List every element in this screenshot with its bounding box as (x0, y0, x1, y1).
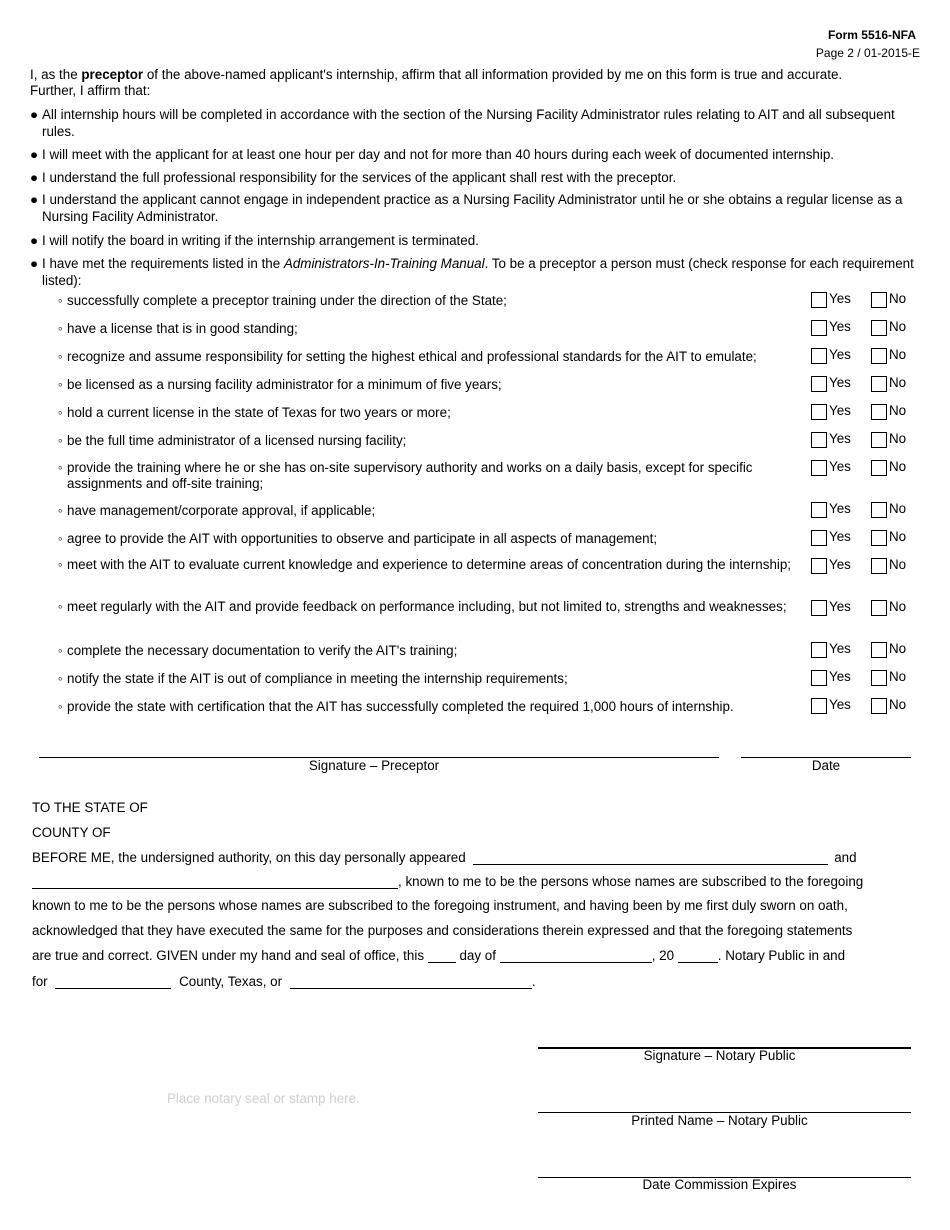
requirement-item (58, 377, 798, 393)
notary-county-texas-text: County, Texas, or (179, 974, 283, 989)
yes-checkbox[interactable] (811, 432, 827, 448)
yes-checkbox[interactable] (811, 600, 827, 616)
yes-checkbox[interactable] (811, 698, 827, 714)
requirement-text: complete the necessary documentation to verify the AIT's training; (67, 643, 458, 658)
requirement-no-option[interactable] (871, 404, 906, 420)
requirement-no-option[interactable] (871, 460, 906, 476)
sub-bullet-icon: ◦ (58, 699, 63, 714)
requirement-text: recognize and assume responsibility for setting the highest ethical and professional standards for the AIT to emulate; (67, 349, 757, 364)
requirement-item (58, 699, 798, 715)
yes-checkbox[interactable] (811, 376, 827, 392)
no-checkbox[interactable] (871, 670, 887, 686)
commission-expires-label: Date Commission Expires (642, 1177, 797, 1192)
requirement-text: have a license that is in good standing; (67, 321, 298, 336)
requirement-item (58, 460, 798, 492)
yes-label: Yes (829, 529, 851, 544)
intro-text-after: of the above-named applicant's internship, affirm that all information provided by me on this form is true and accurate. (143, 67, 843, 82)
sub-bullet-icon: ◦ (58, 531, 63, 546)
yes-label: Yes (829, 347, 851, 362)
no-label: No (889, 431, 907, 446)
sub-bullet-icon: ◦ (58, 321, 63, 336)
sub-bullet-icon: ◦ (58, 377, 63, 392)
affirmation-bullet (30, 147, 920, 164)
no-label: No (889, 459, 907, 474)
yes-label: Yes (829, 291, 851, 306)
no-label: No (889, 319, 907, 334)
requirement-no-option[interactable] (871, 670, 906, 686)
sub-bullet-icon: ◦ (58, 503, 63, 518)
requirement-yes-option[interactable] (811, 292, 851, 308)
notary-public-text: . Notary Public in and (717, 948, 846, 963)
requirement-yes-option[interactable] (811, 460, 851, 476)
requirement-no-option[interactable] (871, 432, 906, 448)
requirement-item (58, 433, 798, 449)
intro-text-before: I, as the (30, 67, 82, 82)
page-info: Page 2 / 01-2015-E (815, 46, 920, 60)
yes-label: Yes (829, 641, 851, 656)
notary-seal-placeholder: Place notary seal or stamp here. (167, 1091, 360, 1106)
no-checkbox[interactable] (871, 292, 887, 308)
requirement-text: meet regularly with the AIT and provide feedback on performance including, but not limited to, strengths and weaknesses; (67, 599, 787, 614)
requirement-no-option[interactable] (871, 348, 906, 364)
requirement-item (58, 503, 798, 519)
notary-county-label: COUNTY OF (32, 825, 111, 840)
notary-known-text: , known to me to be the persons whose names are subscribed to the foregoing (398, 874, 864, 889)
requirement-yes-option[interactable] (811, 348, 851, 364)
notary-appeared-text: BEFORE ME, the undersigned authority, on this day personally appeared (32, 850, 466, 865)
notary-line-2 (32, 874, 912, 889)
yes-label: Yes (829, 599, 851, 614)
notary-period: . (531, 974, 536, 989)
yes-label: Yes (829, 557, 851, 572)
form-number: Form 5516-NFA (827, 28, 916, 42)
requirement-item (58, 349, 798, 365)
appeared-name-field-2[interactable] (32, 874, 398, 889)
no-label: No (889, 641, 907, 656)
requirement-text: agree to provide the AIT with opportunities to observe and participate in all aspects of management; (67, 531, 658, 546)
notary-line-5 (32, 948, 912, 963)
notary-state-label: TO THE STATE OF (32, 800, 148, 815)
sub-bullet-icon: ◦ (58, 433, 63, 448)
notary-day-of-text: day of (459, 948, 496, 963)
requirement-yes-option[interactable] (811, 530, 851, 546)
requirement-no-option[interactable] (871, 558, 906, 574)
notary-signature-label: Signature – Notary Public (643, 1048, 796, 1063)
affirmation-bullet-requirements (30, 256, 920, 289)
requirement-item (58, 671, 798, 687)
affirmation-bullet (30, 192, 920, 225)
preceptor-date-label: Date (811, 758, 841, 773)
bullet-icon: ● (30, 256, 39, 271)
yes-checkbox[interactable] (811, 530, 827, 546)
notary-for-text: for (32, 974, 48, 989)
bullet-text: I will notify the board in writing if the internship arrangement is terminated. (42, 233, 479, 248)
sub-bullet-icon: ◦ (58, 349, 63, 364)
no-label: No (889, 501, 907, 516)
no-checkbox[interactable] (871, 432, 887, 448)
yes-label: Yes (829, 375, 851, 390)
affirmation-bullet (30, 170, 920, 187)
affirmation-bullet (30, 233, 920, 250)
no-label: No (889, 669, 907, 684)
requirement-item (58, 643, 798, 659)
sub-bullet-icon: ◦ (58, 599, 63, 614)
sub-bullet-icon: ◦ (58, 671, 63, 686)
requirement-yes-option[interactable] (811, 642, 851, 658)
yes-checkbox[interactable] (811, 460, 827, 476)
requirement-item (58, 557, 798, 573)
sub-bullet-icon: ◦ (58, 293, 63, 308)
notary-line-3: known to me to be the persons whose names are subscribed to the foregoing instrument, and having been by me first duly sworn on oath, (32, 898, 848, 913)
requirement-yes-option[interactable] (811, 670, 851, 686)
requirement-item (58, 293, 798, 309)
bullet-icon: ● (30, 233, 39, 248)
sub-bullet-icon: ◦ (58, 557, 63, 572)
yes-checkbox[interactable] (811, 670, 827, 686)
bullet-text: All internship hours will be completed in accordance with the section of the Nursing Facility Administrator rules relating to AIT and all subsequent rules. (42, 107, 895, 139)
no-label: No (889, 697, 907, 712)
bullet-text (42, 256, 920, 289)
requirement-text: have management/corporate approval, if applicable; (67, 503, 376, 518)
manual-title: Administrators-In-Training Manual (283, 256, 485, 271)
preceptor-signature-label: Signature – Preceptor (308, 758, 440, 773)
requirement-yes-option[interactable] (811, 558, 851, 574)
requirement-yes-option[interactable] (811, 376, 851, 392)
yes-label: Yes (829, 459, 851, 474)
yes-checkbox[interactable] (811, 558, 827, 574)
requirement-item (58, 599, 798, 615)
month-field[interactable] (500, 948, 652, 963)
affirmation-intro (30, 67, 920, 99)
notary-and-text: and (834, 850, 857, 865)
yes-label: Yes (829, 431, 851, 446)
requirement-yes-option[interactable] (811, 502, 851, 518)
appeared-name-field-1[interactable] (473, 850, 828, 865)
yes-checkbox[interactable] (811, 348, 827, 364)
no-label: No (889, 291, 907, 306)
manual-text-after: . To be a preceptor a person must (check response for each requirement listed): (42, 256, 914, 288)
no-checkbox[interactable] (871, 600, 887, 616)
sub-bullet-icon: ◦ (58, 460, 63, 475)
requirement-yes-option[interactable] (811, 432, 851, 448)
yes-checkbox[interactable] (811, 292, 827, 308)
no-checkbox[interactable] (871, 376, 887, 392)
requirement-text: hold a current license in the state of Texas for two years or more; (67, 405, 451, 420)
bullet-text: I understand the applicant cannot engage in independent practice as a Nursing Facility Administrator until he or she obtains a regular license as a Nursing Facility Administrator. (42, 192, 903, 224)
yes-checkbox[interactable] (811, 502, 827, 518)
bullet-text: I will meet with the applicant for at least one hour per day and not for more than 40 hours during each week of documented internship. (42, 147, 835, 162)
notary-printed-name-label: Printed Name – Notary Public (631, 1113, 808, 1128)
bullet-text: I understand the full professional responsibility for the services of the applicant shall rest with the preceptor. (42, 170, 677, 185)
requirement-no-option[interactable] (871, 642, 906, 658)
yes-label: Yes (829, 501, 851, 516)
requirement-item (58, 405, 798, 421)
manual-text-before: I have met the requirements listed in the (42, 256, 284, 271)
no-checkbox[interactable] (871, 530, 887, 546)
no-label: No (889, 403, 907, 418)
bullet-icon: ● (30, 170, 39, 185)
yes-label: Yes (829, 697, 851, 712)
notary-line-4: acknowledged that they have executed the same for the purposes and considerations therein expressed and that the foregoing statements (32, 923, 853, 938)
no-label: No (889, 529, 907, 544)
no-checkbox[interactable] (871, 642, 887, 658)
no-checkbox[interactable] (871, 320, 887, 336)
yes-label: Yes (829, 403, 851, 418)
no-label: No (889, 375, 907, 390)
year-field[interactable] (678, 948, 718, 963)
no-checkbox[interactable] (871, 502, 887, 518)
notary-year-prefix: , 20 (651, 948, 675, 963)
day-field[interactable] (428, 948, 456, 963)
requirement-text: provide the state with certification that the AIT has successfully completed the required 1,000 hours of internship. (67, 699, 734, 714)
requirement-text: provide the training where he or she has on-site supervisory authority and works on a daily basis, except for specific assignments and off-site training; (67, 460, 753, 491)
requirement-no-option[interactable] (871, 530, 906, 546)
yes-checkbox[interactable] (811, 642, 827, 658)
yes-checkbox[interactable] (811, 320, 827, 336)
no-label: No (889, 599, 907, 614)
requirement-no-option[interactable] (871, 600, 906, 616)
requirement-yes-option[interactable] (811, 698, 851, 714)
intro-role: preceptor (81, 67, 144, 82)
no-checkbox[interactable] (871, 460, 887, 476)
no-label: No (889, 557, 907, 572)
no-checkbox[interactable] (871, 698, 887, 714)
requirement-no-option[interactable] (871, 502, 906, 518)
bullet-icon: ● (30, 147, 39, 162)
requirement-item (58, 531, 798, 547)
notary-given-text: are true and correct. GIVEN under my hand and seal of office, this (32, 948, 425, 963)
requirement-yes-option[interactable] (811, 404, 851, 420)
requirement-yes-option[interactable] (811, 320, 851, 336)
requirement-no-option[interactable] (871, 698, 906, 714)
requirement-no-option[interactable] (871, 320, 906, 336)
no-checkbox[interactable] (871, 404, 887, 420)
county-field[interactable] (55, 974, 171, 989)
bullet-icon: ● (30, 107, 39, 122)
intro-line2: Further, I affirm that: (30, 83, 151, 98)
requirement-item (58, 321, 798, 337)
requirement-text: be licensed as a nursing facility administrator for a minimum of five years; (67, 377, 502, 392)
sub-bullet-icon: ◦ (58, 405, 63, 420)
requirement-no-option[interactable] (871, 292, 906, 308)
notary-name-field[interactable] (290, 974, 532, 989)
yes-label: Yes (829, 669, 851, 684)
yes-label: Yes (829, 319, 851, 334)
yes-checkbox[interactable] (811, 404, 827, 420)
requirement-no-option[interactable] (871, 376, 906, 392)
affirmation-bullet (30, 107, 920, 140)
requirement-text: be the full time administrator of a licensed nursing facility; (67, 433, 407, 448)
no-checkbox[interactable] (871, 558, 887, 574)
requirement-text: meet with the AIT to evaluate current knowledge and experience to determine areas of concentration during the internship; (67, 557, 792, 572)
notary-line-6 (32, 974, 912, 989)
requirement-yes-option[interactable] (811, 600, 851, 616)
bullet-icon: ● (30, 192, 39, 207)
no-checkbox[interactable] (871, 348, 887, 364)
requirement-text: successfully complete a preceptor training under the direction of the State; (67, 293, 507, 308)
notary-line-1 (32, 850, 912, 865)
no-label: No (889, 347, 907, 362)
sub-bullet-icon: ◦ (58, 643, 63, 658)
requirement-text: notify the state if the AIT is out of compliance in meeting the internship requirements; (67, 671, 568, 686)
